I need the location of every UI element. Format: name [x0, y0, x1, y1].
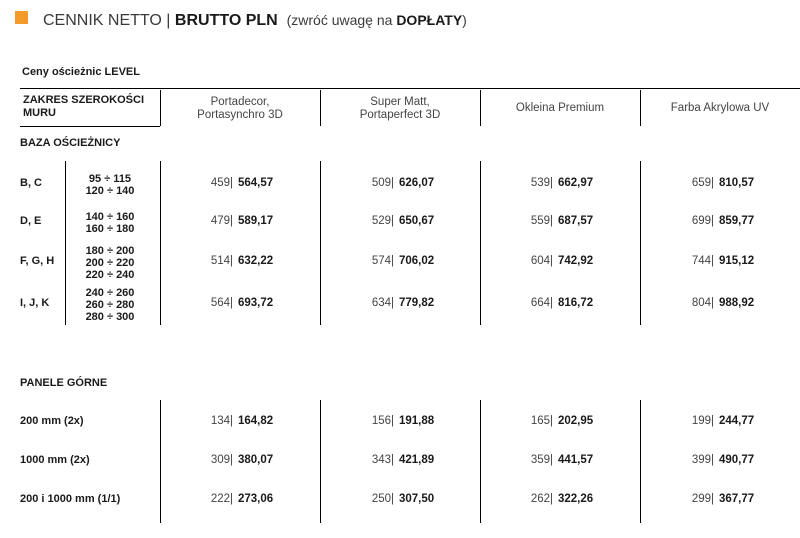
gross-price: 421,89 — [399, 454, 435, 466]
price-separator: | — [230, 493, 233, 505]
gross-price: 693,72 — [238, 297, 274, 309]
net-price: 744 — [691, 255, 711, 267]
column-divider — [640, 161, 641, 325]
gross-price: 191,88 — [399, 415, 435, 427]
net-price: 299 — [691, 493, 711, 505]
header-bottom-rule — [20, 126, 160, 127]
column-divider — [320, 90, 321, 126]
net-price: 479 — [210, 215, 230, 227]
net-price: 156 — [371, 415, 391, 427]
range-header-line1: ZAKRES SZEROKOŚCI — [23, 94, 145, 106]
net-price: 574 — [371, 255, 391, 267]
panel-row-label: 200 mm (2x) — [20, 415, 84, 427]
net-price: 309 — [210, 454, 230, 466]
wall-range: 120 ÷ 140 — [85, 185, 135, 197]
material-column-header — [485, 102, 635, 115]
material-header-line2: Portasynchro 3D — [197, 109, 283, 121]
price-separator: | — [711, 493, 714, 505]
wall-range: 200 ÷ 220 — [85, 257, 135, 269]
net-price: 539 — [530, 177, 550, 189]
gross-price: 564,57 — [238, 177, 274, 189]
gross-price: 490,77 — [719, 454, 755, 466]
gross-price: 988,92 — [719, 297, 755, 309]
net-price: 514 — [210, 255, 230, 267]
base-row-label: D, E — [20, 215, 42, 227]
range-column-header — [23, 94, 144, 120]
gross-price: 662,97 — [558, 177, 594, 189]
net-price: 664 — [530, 297, 550, 309]
gross-price: 307,50 — [399, 493, 435, 505]
title-separator: | — [166, 12, 171, 29]
material-header-line1: Okleina Premium — [515, 102, 605, 114]
column-divider — [640, 400, 641, 523]
price-separator: | — [391, 215, 394, 227]
net-price: 343 — [371, 454, 391, 466]
wall-range: 95 ÷ 115 — [88, 173, 132, 185]
material-header-line1: Portadecor, — [210, 96, 270, 108]
material-header-line2: Portaperfect 3D — [359, 109, 441, 121]
wall-range: 140 ÷ 160 — [85, 211, 135, 223]
note-bold: DOPŁATY — [396, 12, 463, 28]
gross-price: 589,17 — [238, 215, 274, 227]
header-top-rule — [20, 88, 800, 89]
gross-price: 859,77 — [719, 215, 755, 227]
price-separator: | — [550, 493, 553, 505]
price-separator: | — [711, 297, 714, 309]
column-divider — [160, 90, 161, 126]
panel-row-label: 1000 mm (2x) — [20, 454, 90, 466]
wall-range: 160 ÷ 180 — [85, 223, 135, 235]
material-header-line1: Super Matt, — [370, 96, 430, 108]
gross-price: 915,12 — [719, 255, 755, 267]
gross-price: 367,77 — [719, 493, 755, 505]
net-price: 399 — [691, 454, 711, 466]
price-separator: | — [550, 215, 553, 227]
price-separator: | — [391, 297, 394, 309]
net-price: 564 — [210, 297, 230, 309]
net-price: 529 — [371, 215, 391, 227]
price-separator: | — [391, 454, 394, 466]
range-divider — [65, 161, 66, 325]
wall-range-list — [70, 245, 150, 281]
column-divider — [160, 400, 161, 523]
price-separator: | — [391, 177, 394, 189]
price-separator: | — [550, 454, 553, 466]
net-price: 509 — [371, 177, 391, 189]
price-separator: | — [230, 415, 233, 427]
wall-range: 260 ÷ 280 — [85, 299, 135, 311]
gross-price: 322,26 — [558, 493, 594, 505]
wall-range-list — [70, 173, 150, 197]
net-price: 559 — [530, 215, 550, 227]
note-text: (zwróć uwagę na — [286, 12, 397, 28]
gross-price: 164,82 — [238, 415, 274, 427]
net-price: 804 — [691, 297, 711, 309]
gross-price: 632,22 — [238, 255, 274, 267]
price-separator: | — [711, 415, 714, 427]
material-column-header — [325, 96, 475, 122]
price-separator: | — [230, 177, 233, 189]
gross-price: 380,07 — [238, 454, 274, 466]
net-price: 604 — [530, 255, 550, 267]
column-divider — [480, 90, 481, 126]
wall-range: 240 ÷ 260 — [85, 287, 135, 299]
net-price: 634 — [371, 297, 391, 309]
net-price: 459 — [210, 177, 230, 189]
net-price: 199 — [691, 415, 711, 427]
net-price: 262 — [530, 493, 550, 505]
column-divider — [480, 161, 481, 325]
price-separator: | — [230, 255, 233, 267]
column-divider — [160, 161, 161, 325]
gross-price: 244,77 — [719, 415, 755, 427]
wall-range: 220 ÷ 240 — [85, 269, 135, 281]
price-separator: | — [391, 493, 394, 505]
net-price: 659 — [691, 177, 711, 189]
wall-range: 280 ÷ 300 — [85, 311, 135, 323]
section-panels-title: PANELE GÓRNE — [20, 377, 108, 389]
gross-price: 779,82 — [399, 297, 435, 309]
price-separator: | — [711, 177, 714, 189]
gross-price: 273,06 — [238, 493, 274, 505]
column-divider — [480, 400, 481, 523]
price-separator: | — [391, 415, 394, 427]
note-end: ) — [462, 12, 467, 28]
net-price: 359 — [530, 454, 550, 466]
price-separator: | — [550, 297, 553, 309]
material-column-header — [645, 102, 795, 115]
surcharge-note — [287, 12, 467, 28]
base-row-label: I, J, K — [20, 297, 50, 309]
base-row-label: F, G, H — [20, 255, 55, 267]
price-separator: | — [711, 454, 714, 466]
net-price: 250 — [371, 493, 391, 505]
price-separator: | — [230, 215, 233, 227]
material-header-line1: Farba Akrylowa UV — [670, 102, 770, 114]
column-divider — [320, 161, 321, 325]
net-price: 699 — [691, 215, 711, 227]
section-base-title: BAZA OŚCIEŻNICY — [20, 137, 121, 149]
gross-price: 441,57 — [558, 454, 594, 466]
price-separator: | — [550, 415, 553, 427]
panel-row-label: 200 i 1000 mm (1/1) — [20, 493, 121, 505]
wall-range-list — [70, 287, 150, 323]
net-price: 165 — [530, 415, 550, 427]
price-separator: | — [230, 297, 233, 309]
price-separator: | — [711, 255, 714, 267]
gross-price: 650,67 — [399, 215, 435, 227]
range-header-line2: MURU — [23, 107, 56, 119]
table-subtitle: Ceny ościeżnic LEVEL — [22, 66, 140, 78]
net-price: 134 — [210, 415, 230, 427]
price-separator: | — [230, 454, 233, 466]
net-price: 222 — [210, 493, 230, 505]
price-separator: | — [711, 215, 714, 227]
base-row-label: B, C — [20, 177, 42, 189]
gross-price: 202,95 — [558, 415, 594, 427]
price-separator: | — [391, 255, 394, 267]
price-separator: | — [550, 255, 553, 267]
wall-range-list — [70, 211, 150, 235]
gross-price: 742,92 — [558, 255, 594, 267]
gross-price: 626,07 — [399, 177, 435, 189]
gross-price: 706,02 — [399, 255, 435, 267]
column-divider — [320, 400, 321, 523]
title-netto: CENNIK NETTO — [43, 12, 162, 29]
column-divider — [640, 90, 641, 126]
gross-price: 810,57 — [719, 177, 755, 189]
title-brutto: BRUTTO PLN — [174, 12, 278, 29]
gross-price: 687,57 — [558, 215, 594, 227]
page-title — [43, 11, 467, 30]
gross-price: 816,72 — [558, 297, 594, 309]
wall-range: 180 ÷ 200 — [85, 245, 135, 257]
material-column-header — [165, 96, 315, 122]
orange-square-icon — [15, 11, 28, 24]
price-separator: | — [550, 177, 553, 189]
